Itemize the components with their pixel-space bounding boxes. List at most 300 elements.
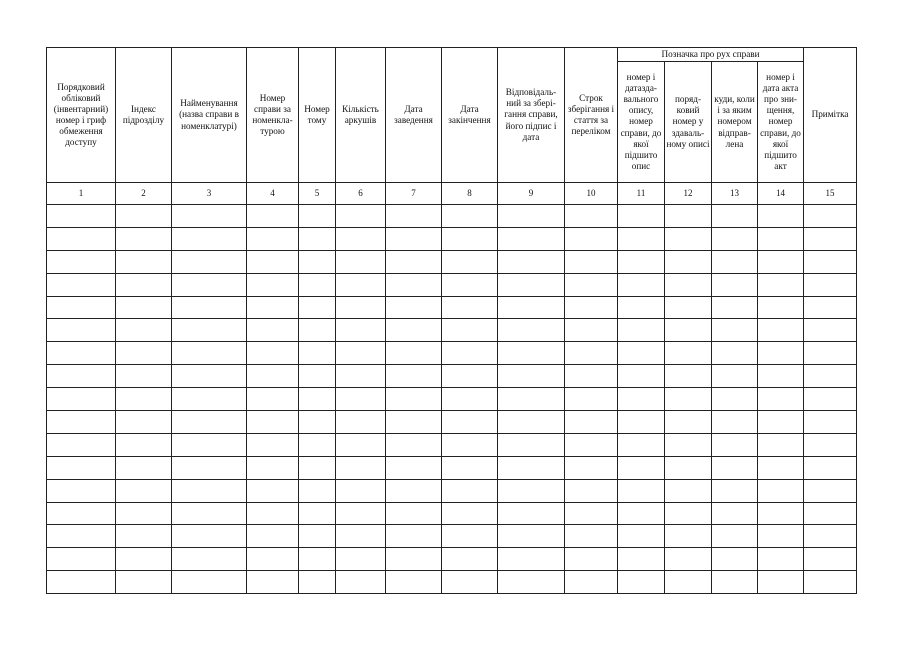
table-cell[interactable]: [247, 571, 299, 594]
table-cell[interactable]: [299, 525, 336, 548]
table-cell[interactable]: [565, 388, 618, 411]
table-cell[interactable]: [172, 411, 247, 434]
table-cell[interactable]: [712, 502, 758, 525]
table-cell[interactable]: [116, 525, 172, 548]
table-cell[interactable]: [442, 342, 498, 365]
table-cell[interactable]: [116, 479, 172, 502]
table-cell[interactable]: [565, 205, 618, 228]
table-cell[interactable]: [665, 365, 712, 388]
register-body: [47, 205, 857, 594]
table-cell[interactable]: [336, 205, 386, 228]
table-cell[interactable]: [804, 273, 857, 296]
table-cell[interactable]: [618, 273, 665, 296]
table-cell[interactable]: [712, 571, 758, 594]
table-cell[interactable]: [712, 296, 758, 319]
table-cell[interactable]: [665, 433, 712, 456]
table-cell[interactable]: [172, 388, 247, 411]
table-cell[interactable]: [758, 388, 804, 411]
table-cell[interactable]: [299, 319, 336, 342]
column-number: 10: [565, 183, 618, 205]
table-cell[interactable]: [665, 571, 712, 594]
table-cell[interactable]: [247, 388, 299, 411]
table-cell[interactable]: [565, 479, 618, 502]
table-cell[interactable]: [498, 388, 565, 411]
table-cell[interactable]: [565, 296, 618, 319]
table-row: [47, 342, 857, 365]
table-cell[interactable]: [618, 319, 665, 342]
col-header-group-case-movement: Позначка про рух справи: [618, 48, 804, 62]
table-cell[interactable]: [804, 319, 857, 342]
table-cell[interactable]: [336, 411, 386, 434]
table-cell[interactable]: [299, 205, 336, 228]
col-header-destruction-act: номер і дата акта про зни-щення, номер справи, до якої підшито акт: [758, 62, 804, 183]
table-cell[interactable]: [565, 456, 618, 479]
col-header-case-title: Найменування (назва справи в номенклатурі): [172, 48, 247, 183]
table-cell[interactable]: [565, 571, 618, 594]
column-number: 2: [116, 183, 172, 205]
table-row: [47, 479, 857, 502]
table-cell[interactable]: [172, 548, 247, 571]
col-header-sheet-count: Кількість аркушів: [336, 48, 386, 183]
table-cell[interactable]: [442, 296, 498, 319]
table-cell[interactable]: [386, 502, 442, 525]
table-cell[interactable]: [299, 342, 336, 365]
table-cell[interactable]: [804, 205, 857, 228]
column-number: 8: [442, 183, 498, 205]
table-cell[interactable]: [804, 525, 857, 548]
table-cell[interactable]: [116, 205, 172, 228]
col-header-start-date: Дата заведення: [386, 48, 442, 183]
table-cell[interactable]: [712, 548, 758, 571]
table-cell[interactable]: [758, 296, 804, 319]
table-cell[interactable]: [804, 571, 857, 594]
table-cell[interactable]: [386, 571, 442, 594]
table-cell[interactable]: [172, 227, 247, 250]
table-cell[interactable]: [386, 205, 442, 228]
table-cell[interactable]: [386, 433, 442, 456]
table-cell[interactable]: [498, 502, 565, 525]
table-row: [47, 548, 857, 571]
table-cell[interactable]: [172, 205, 247, 228]
table-cell[interactable]: [665, 388, 712, 411]
table-cell[interactable]: [758, 502, 804, 525]
table-cell[interactable]: [386, 227, 442, 250]
table-cell[interactable]: [712, 250, 758, 273]
table-cell[interactable]: [172, 319, 247, 342]
table-cell[interactable]: [47, 365, 116, 388]
table-cell[interactable]: [116, 411, 172, 434]
table-cell[interactable]: [47, 273, 116, 296]
col-header-responsible: Відповідаль-ний за зберi-гання справи, його підпис і дата: [498, 48, 565, 183]
table-cell[interactable]: [442, 273, 498, 296]
table-cell[interactable]: [172, 525, 247, 548]
column-number: 1: [47, 183, 116, 205]
table-cell[interactable]: [47, 525, 116, 548]
table-cell[interactable]: [498, 227, 565, 250]
table-cell[interactable]: [172, 273, 247, 296]
table-cell[interactable]: [565, 548, 618, 571]
table-row: [47, 250, 857, 273]
table-cell[interactable]: [116, 502, 172, 525]
table-cell[interactable]: [299, 296, 336, 319]
table-row: [47, 525, 857, 548]
table-cell[interactable]: [299, 365, 336, 388]
table-cell[interactable]: [758, 411, 804, 434]
table-cell[interactable]: [386, 548, 442, 571]
table-cell[interactable]: [247, 548, 299, 571]
table-cell[interactable]: [442, 502, 498, 525]
table-cell[interactable]: [336, 433, 386, 456]
table-cell[interactable]: [247, 365, 299, 388]
table-cell[interactable]: [247, 342, 299, 365]
table-cell[interactable]: [116, 319, 172, 342]
table-cell[interactable]: [758, 365, 804, 388]
column-number: 15: [804, 183, 857, 205]
table-cell[interactable]: [498, 433, 565, 456]
table-cell[interactable]: [172, 296, 247, 319]
table-cell[interactable]: [618, 296, 665, 319]
table-cell[interactable]: [758, 273, 804, 296]
table-cell[interactable]: [247, 227, 299, 250]
table-cell[interactable]: [498, 319, 565, 342]
table-cell[interactable]: [712, 388, 758, 411]
table-cell[interactable]: [565, 525, 618, 548]
table-cell[interactable]: [299, 502, 336, 525]
table-cell[interactable]: [618, 388, 665, 411]
table-cell[interactable]: [116, 273, 172, 296]
table-row: [47, 205, 857, 228]
table-cell[interactable]: [804, 456, 857, 479]
table-cell[interactable]: [498, 525, 565, 548]
table-cell[interactable]: [618, 525, 665, 548]
table-cell[interactable]: [565, 319, 618, 342]
table-cell[interactable]: [712, 525, 758, 548]
table-cell[interactable]: [336, 227, 386, 250]
table-cell[interactable]: [758, 433, 804, 456]
table-cell[interactable]: [712, 433, 758, 456]
col-header-retention-period: Строк зберігання і стаття за переліком: [565, 48, 618, 183]
table-cell[interactable]: [47, 502, 116, 525]
table-cell[interactable]: [247, 479, 299, 502]
table-cell[interactable]: [299, 571, 336, 594]
table-cell[interactable]: [712, 456, 758, 479]
table-cell[interactable]: [386, 365, 442, 388]
column-number: 13: [712, 183, 758, 205]
table-cell[interactable]: [442, 411, 498, 434]
table-cell[interactable]: [336, 479, 386, 502]
table-cell[interactable]: [299, 388, 336, 411]
table-cell[interactable]: [565, 250, 618, 273]
table-row: [47, 296, 857, 319]
table-cell[interactable]: [758, 571, 804, 594]
table-cell[interactable]: [665, 411, 712, 434]
table-cell[interactable]: [618, 433, 665, 456]
table-cell[interactable]: [804, 365, 857, 388]
table-cell[interactable]: [665, 296, 712, 319]
table-cell[interactable]: [498, 479, 565, 502]
table-cell[interactable]: [386, 456, 442, 479]
table-cell[interactable]: [247, 502, 299, 525]
table-cell[interactable]: [47, 250, 116, 273]
table-cell[interactable]: [442, 250, 498, 273]
table-cell[interactable]: [116, 342, 172, 365]
table-cell[interactable]: [565, 227, 618, 250]
col-header-inventory-number: Порядковий обліковий (інвентарний) номер і гриф обмеження доступу: [47, 48, 116, 183]
table-cell[interactable]: [336, 342, 386, 365]
table-cell[interactable]: [665, 525, 712, 548]
table-row: [47, 502, 857, 525]
table-cell[interactable]: [665, 273, 712, 296]
table-cell[interactable]: [804, 548, 857, 571]
column-number: 12: [665, 183, 712, 205]
table-cell[interactable]: [47, 411, 116, 434]
table-cell[interactable]: [618, 250, 665, 273]
table-cell[interactable]: [116, 548, 172, 571]
table-row: [47, 433, 857, 456]
table-cell[interactable]: [498, 205, 565, 228]
table-cell[interactable]: [247, 250, 299, 273]
table-cell[interactable]: [442, 365, 498, 388]
table-cell[interactable]: [618, 548, 665, 571]
table-cell[interactable]: [299, 273, 336, 296]
table-cell[interactable]: [299, 411, 336, 434]
table-cell[interactable]: [498, 250, 565, 273]
col-header-transfer-inventory: номер і датазда-вального опису, номер справи, до якої підшито опис: [618, 62, 665, 183]
table-cell[interactable]: [712, 411, 758, 434]
table-cell[interactable]: [386, 250, 442, 273]
table-cell[interactable]: [565, 365, 618, 388]
table-cell[interactable]: [618, 456, 665, 479]
table-cell[interactable]: [442, 433, 498, 456]
table-cell[interactable]: [172, 502, 247, 525]
table-cell[interactable]: [116, 250, 172, 273]
table-cell[interactable]: [386, 479, 442, 502]
table-cell[interactable]: [618, 411, 665, 434]
table-cell[interactable]: [336, 296, 386, 319]
table-cell[interactable]: [442, 525, 498, 548]
table-cell[interactable]: [336, 250, 386, 273]
table-cell[interactable]: [618, 227, 665, 250]
table-cell[interactable]: [442, 205, 498, 228]
table-cell[interactable]: [47, 433, 116, 456]
table-cell[interactable]: [618, 479, 665, 502]
table-cell[interactable]: [665, 319, 712, 342]
table-cell[interactable]: [712, 342, 758, 365]
table-cell[interactable]: [336, 502, 386, 525]
table-cell[interactable]: [442, 456, 498, 479]
table-cell[interactable]: [618, 502, 665, 525]
table-row: [47, 388, 857, 411]
column-number: 3: [172, 183, 247, 205]
table-cell[interactable]: [498, 296, 565, 319]
column-number: 14: [758, 183, 804, 205]
table-cell[interactable]: [442, 388, 498, 411]
table-cell[interactable]: [665, 479, 712, 502]
table-cell[interactable]: [172, 571, 247, 594]
column-number-row: [47, 183, 857, 205]
table-cell[interactable]: [712, 273, 758, 296]
table-cell[interactable]: [712, 479, 758, 502]
table-cell[interactable]: [299, 548, 336, 571]
table-cell[interactable]: [758, 525, 804, 548]
table-cell[interactable]: [336, 388, 386, 411]
table-cell[interactable]: [565, 411, 618, 434]
table-cell[interactable]: [804, 227, 857, 250]
column-number: 6: [336, 183, 386, 205]
table-cell[interactable]: [386, 342, 442, 365]
table-cell[interactable]: [712, 227, 758, 250]
col-header-note: Примітка: [804, 48, 857, 183]
column-number: 7: [386, 183, 442, 205]
table-cell[interactable]: [172, 342, 247, 365]
table-cell[interactable]: [47, 205, 116, 228]
table-cell[interactable]: [299, 250, 336, 273]
table-cell[interactable]: [247, 433, 299, 456]
table-cell[interactable]: [172, 365, 247, 388]
table-cell[interactable]: [498, 548, 565, 571]
table-cell[interactable]: [247, 296, 299, 319]
table-cell[interactable]: [665, 250, 712, 273]
table-cell[interactable]: [498, 571, 565, 594]
table-cell[interactable]: [116, 433, 172, 456]
table-cell[interactable]: [442, 227, 498, 250]
table-cell[interactable]: [172, 250, 247, 273]
table-cell[interactable]: [498, 411, 565, 434]
table-cell[interactable]: [116, 571, 172, 594]
col-header-department-index: Індекс підрозділу: [116, 48, 172, 183]
table-cell[interactable]: [498, 273, 565, 296]
table-cell[interactable]: [565, 342, 618, 365]
table-cell[interactable]: [618, 205, 665, 228]
table-cell[interactable]: [47, 296, 116, 319]
table-cell[interactable]: [116, 296, 172, 319]
table-cell[interactable]: [712, 319, 758, 342]
table-cell[interactable]: [386, 273, 442, 296]
table-cell[interactable]: [758, 456, 804, 479]
column-number: 11: [618, 183, 665, 205]
table-cell[interactable]: [386, 411, 442, 434]
table-cell[interactable]: [47, 342, 116, 365]
table-cell[interactable]: [758, 342, 804, 365]
table-cell[interactable]: [804, 388, 857, 411]
table-cell[interactable]: [247, 411, 299, 434]
table-cell[interactable]: [116, 227, 172, 250]
table-cell[interactable]: [47, 571, 116, 594]
column-number: 4: [247, 183, 299, 205]
table-cell[interactable]: [386, 319, 442, 342]
table-cell[interactable]: [336, 319, 386, 342]
table-cell[interactable]: [386, 388, 442, 411]
table-cell[interactable]: [116, 388, 172, 411]
table-cell[interactable]: [336, 525, 386, 548]
table-cell[interactable]: [804, 250, 857, 273]
table-cell[interactable]: [665, 502, 712, 525]
table-cell[interactable]: [47, 319, 116, 342]
table-cell[interactable]: [299, 479, 336, 502]
table-cell[interactable]: [618, 571, 665, 594]
table-cell[interactable]: [299, 227, 336, 250]
col-header-sent-where-when: куди, коли і за яким номером відправ-лена: [712, 62, 758, 183]
table-cell[interactable]: [565, 502, 618, 525]
table-cell[interactable]: [758, 205, 804, 228]
table-cell[interactable]: [498, 342, 565, 365]
table-cell[interactable]: [336, 548, 386, 571]
table-cell[interactable]: [336, 456, 386, 479]
table-cell[interactable]: [758, 479, 804, 502]
table-cell[interactable]: [336, 571, 386, 594]
table-cell[interactable]: [804, 342, 857, 365]
table-cell[interactable]: [442, 319, 498, 342]
table-cell[interactable]: [386, 296, 442, 319]
table-cell[interactable]: [758, 548, 804, 571]
table-cell[interactable]: [804, 479, 857, 502]
table-cell[interactable]: [758, 319, 804, 342]
table-cell[interactable]: [336, 273, 386, 296]
col-header-inventory-sequence: поряд-ковий номер у здаваль-ному описі: [665, 62, 712, 183]
table-cell[interactable]: [618, 365, 665, 388]
table-cell[interactable]: [498, 456, 565, 479]
table-cell[interactable]: [172, 433, 247, 456]
table-cell[interactable]: [665, 342, 712, 365]
table-cell[interactable]: [565, 273, 618, 296]
table-row: [47, 273, 857, 296]
table-cell[interactable]: [116, 365, 172, 388]
table-row: [47, 227, 857, 250]
table-cell[interactable]: [172, 456, 247, 479]
table-cell[interactable]: [247, 525, 299, 548]
table-cell[interactable]: [804, 411, 857, 434]
table-row: [47, 365, 857, 388]
table-cell[interactable]: [47, 227, 116, 250]
table-cell[interactable]: [247, 273, 299, 296]
case-register-table: [46, 47, 857, 594]
table-cell[interactable]: [665, 548, 712, 571]
table-row: [47, 319, 857, 342]
table-cell[interactable]: [442, 571, 498, 594]
table-cell[interactable]: [565, 433, 618, 456]
table-cell[interactable]: [804, 433, 857, 456]
table-cell[interactable]: [336, 365, 386, 388]
table-cell[interactable]: [498, 365, 565, 388]
table-cell[interactable]: [247, 205, 299, 228]
table-cell[interactable]: [299, 433, 336, 456]
table-cell[interactable]: [618, 342, 665, 365]
table-cell[interactable]: [665, 456, 712, 479]
table-cell[interactable]: [804, 296, 857, 319]
table-cell[interactable]: [47, 548, 116, 571]
table-cell[interactable]: [47, 456, 116, 479]
table-cell[interactable]: [758, 250, 804, 273]
table-cell[interactable]: [172, 479, 247, 502]
table-cell[interactable]: [442, 479, 498, 502]
table-cell[interactable]: [665, 205, 712, 228]
table-cell[interactable]: [665, 227, 712, 250]
table-cell[interactable]: [804, 502, 857, 525]
table-cell[interactable]: [47, 479, 116, 502]
table-cell[interactable]: [47, 388, 116, 411]
table-row: [47, 571, 857, 594]
table-cell[interactable]: [386, 525, 442, 548]
table-cell[interactable]: [247, 319, 299, 342]
table-cell[interactable]: [299, 456, 336, 479]
table-cell[interactable]: [442, 548, 498, 571]
table-cell[interactable]: [247, 456, 299, 479]
col-header-end-date: Дата закінчення: [442, 48, 498, 183]
table-cell[interactable]: [758, 227, 804, 250]
table-cell[interactable]: [712, 205, 758, 228]
table-cell[interactable]: [116, 456, 172, 479]
table-cell[interactable]: [712, 365, 758, 388]
